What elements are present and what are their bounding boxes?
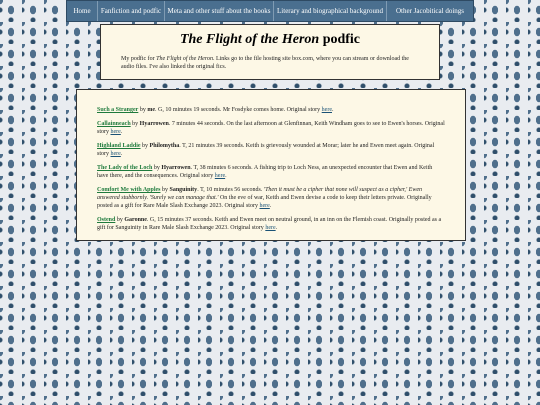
original-story-link[interactable]: here: [259, 203, 270, 209]
list-item: Highland Laddie by Philomytha. T, 21 minutes 39 seconds. Keith is grievously wounded at Morar; later he and Ewen meet again. Original story here.: [97, 143, 435, 157]
nav-fanfiction-podfic[interactable]: Fanfiction and podfic: [98, 1, 165, 21]
original-story-link[interactable]: here: [110, 129, 121, 135]
nav-jacobitical-doings[interactable]: Other Jacobitical doings: [395, 7, 465, 15]
list-item: The Lady of the Loch by Hyarrowen. T, 38 minutes 6 seconds. A fishing trip to Loch Ness, an unexpected encounter that Ewen and Keith have there, and the consequences. Original story here.: [97, 165, 433, 179]
list-item: Callainneach by Hyarrowen. 7 minutes 44 seconds. On the last afternoon at Glenfinnan, Keith Windham goes to see to Ewen's horses. Original story here.: [97, 121, 445, 135]
page-title: The Flight of the Heron podfic: [179, 32, 361, 47]
intro-text: My podfic for The Flight of the Heron. Links go to the file hosting site box.com, where you can stream or download the audio files. I've also linked the original fics.: [121, 56, 409, 70]
original-story-link[interactable]: here: [110, 151, 121, 157]
author-name: Hyarrowen: [161, 165, 191, 171]
list-item: Ostend by Garonne. G, 15 minutes 37 seconds. Keith and Ewen meet on neutral ground, in an inn on the Flemish coast. Originally posted as a gift for Sanguinity in Rare Male Slash Exchange 2023. Original story here.: [97, 217, 442, 231]
author-name: Hyarrowen: [139, 121, 169, 127]
original-story-link[interactable]: here: [214, 173, 226, 179]
podfic-link[interactable]: The Lady of the Loch: [97, 165, 153, 171]
podfic-link[interactable]: Such a Stranger: [97, 107, 139, 113]
list-item: Such a Stranger by me. G, 10 minutes 19 seconds. Mr Fosdyke comes home. Original story here.: [97, 107, 334, 113]
podfic-link[interactable]: Comfort Me with Apples: [97, 187, 161, 193]
nav-meta-books[interactable]: Meta and other stuff about the books: [165, 1, 274, 21]
list-item: Comfort Me with Apples by Sanguinity. T, 10 minutes 56 seconds. 'Then it must be a cipher that none will suspect as a cipher,' Ewen answered stubbornly. 'Surely we can manage that.' On the eve of war, Keith and Ewen devise a code to keep their letters private. Originally posted as a gift for Rare Male Slash Exchange 2023. Original story here.: [97, 187, 432, 209]
author-name: Garonne: [124, 217, 147, 223]
author-name: Sanguinity: [169, 187, 198, 193]
top-nav: [66, 0, 474, 22]
original-story-link[interactable]: here: [265, 225, 276, 231]
author-name: me: [147, 107, 156, 113]
original-story-link[interactable]: here: [321, 107, 332, 113]
podfic-link[interactable]: Highland Laddie: [97, 143, 141, 149]
nav-literary-background[interactable]: Literary and biographical background: [274, 1, 387, 21]
podfic-link[interactable]: Callainneach: [97, 121, 131, 127]
author-name: Philomytha: [149, 143, 180, 149]
podfic-link[interactable]: Ostend: [97, 217, 116, 223]
header-panel: [100, 24, 440, 80]
nav-home[interactable]: Home: [67, 1, 98, 21]
quote-text: 'Then it must be a cipher that none will suspect as a cipher,' Ewen answered stubbornly. 'Surely we can manage that.': [97, 187, 423, 201]
podfic-list: [76, 89, 466, 241]
